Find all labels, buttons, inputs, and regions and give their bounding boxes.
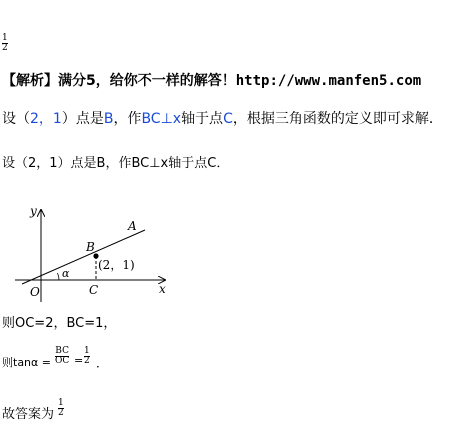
top-answer-fraction: [2, 34, 8, 53]
label-a: A: [128, 219, 137, 233]
fraction-denominator: 2: [2, 43, 8, 53]
bracket-close: 】: [44, 73, 58, 89]
hint-perpendicular: BC⊥x: [141, 111, 182, 127]
bracket-open: 【: [2, 73, 16, 89]
hint-point: 2，1: [30, 111, 62, 127]
hint-point-b: B: [103, 111, 114, 127]
label-alpha: α: [62, 267, 70, 280]
slogan: 满分5，给你不一样的解答！: [58, 73, 236, 89]
fraction-denominator: 2: [58, 408, 64, 418]
hint-rest: ，根据三角函数的定义即可求解．: [232, 111, 443, 127]
fraction-numerator: 1: [2, 33, 8, 43]
answer-line: [2, 398, 122, 424]
fraction-denominator: 2: [84, 356, 90, 366]
analysis-tag: 解析: [16, 73, 44, 89]
label-point-coords: (2，1): [98, 258, 135, 272]
equals-sign: =: [74, 354, 84, 367]
fraction-numerator: 1: [58, 398, 64, 408]
site-url[interactable]: http://www.manfen5.com: [235, 73, 422, 89]
tan-fraction-bc-oc: [55, 347, 69, 366]
hint-point-c: C: [223, 111, 233, 127]
analysis-header: [2, 70, 421, 90]
hint-text: ，作: [113, 111, 142, 127]
ray-oa: [22, 230, 145, 284]
solution-line-1: 设（2，1）点是B，作BC⊥x轴于点C．: [2, 156, 230, 171]
label-y: y: [30, 204, 37, 218]
lengths-line: 则OC=2，BC=1，: [2, 316, 117, 331]
fraction-numerator: BC: [55, 346, 69, 356]
label-b: B: [86, 240, 95, 254]
hint-text: 轴于点: [181, 111, 224, 127]
tan-line: [2, 345, 202, 375]
label-c: C: [89, 283, 99, 297]
answer-text: 故答案为: [2, 407, 55, 422]
label-o: O: [30, 285, 40, 299]
hint-line: [2, 108, 443, 128]
fraction-numerator: 1: [84, 346, 90, 356]
tan-end: ．: [96, 356, 109, 370]
tan-prefix: 则tanα =: [2, 356, 51, 369]
hint-prefix: 设（: [2, 111, 30, 127]
fraction-denominator: OC: [55, 356, 70, 366]
angle-arc: [58, 273, 60, 280]
hint-text: ）点是: [61, 111, 104, 127]
answer-fraction: [58, 399, 64, 418]
tan-fraction-result: [84, 347, 90, 366]
label-x: x: [159, 282, 166, 296]
coordinate-figure: [10, 198, 190, 308]
